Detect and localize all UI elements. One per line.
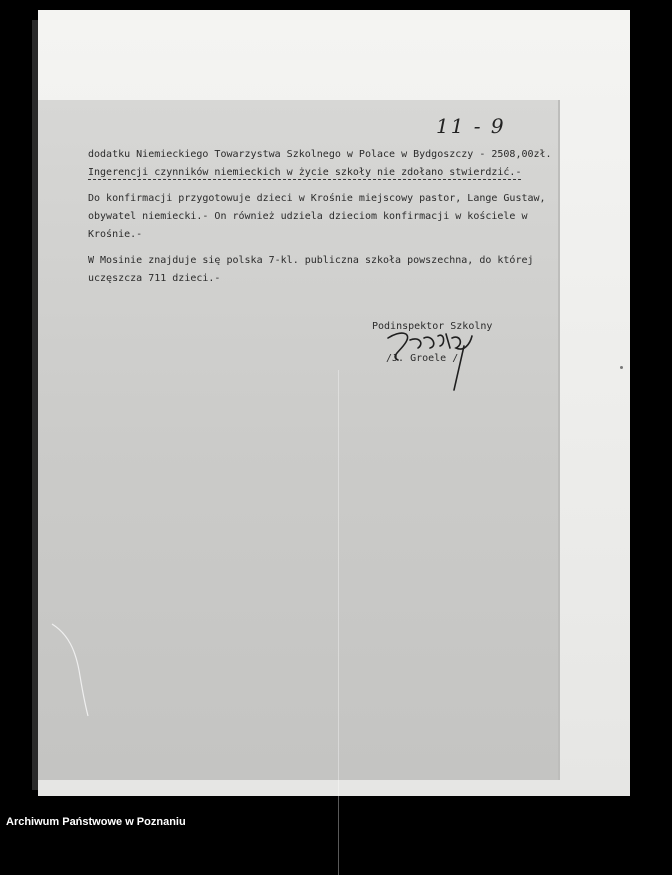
pencil-mark [50, 620, 100, 720]
paragraph-confirmation [88, 190, 548, 244]
paper-fold [338, 370, 339, 875]
text-line: dodatku Niemieckiego Towarzystwa Szkolnego w Polace w Bydgoszczy - 2508,00zł. [88, 149, 552, 160]
signature-name: /J. Groele / [386, 353, 459, 364]
paragraph-mosina-school [88, 252, 548, 288]
text-line: Krośnie.- [88, 229, 143, 240]
signature-title: Podinspektor Szkolny [372, 321, 493, 332]
text-line: uczęszcza 711 dzieci.- [88, 273, 221, 284]
text-line: Do konfirmacji przygotowuje dzieci w Krośnie miejscowy pastor, Lange Gustaw, [88, 193, 546, 204]
text-line-underlined: Ingerencji czynników niemieckich w życie szkoły nie zdołano stwierdzić.- [88, 167, 522, 178]
paragraph-funding [88, 146, 552, 182]
text-line: W Mosinie znajduje się polska 7-kl. publiczna szkoła powszechna, do której [88, 255, 534, 266]
text-line: obywatel niemiecki.- On również udziela dzieciom konfirmacji w kościele w [88, 211, 528, 222]
archive-credit: Archiwum Państwowe w Poznaniu [6, 816, 186, 828]
speck [620, 366, 623, 369]
page-number: 11 - 9 [436, 114, 506, 138]
document-body [88, 146, 552, 288]
handwritten-signature [380, 326, 480, 392]
